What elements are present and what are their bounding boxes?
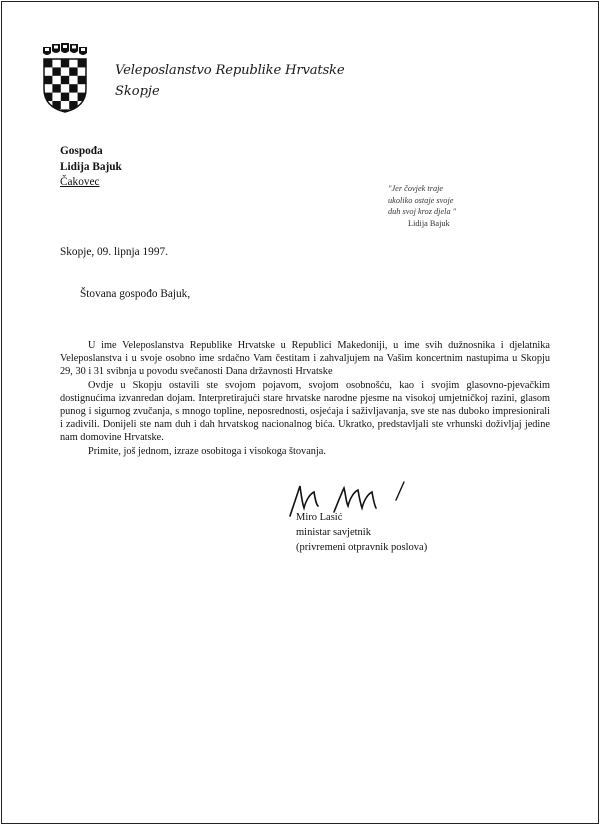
body-paragraph: Primite, još jednom, izraze osobitoga i visokoga štovanja. (88, 446, 326, 457)
body-paragraph: U ime Veleposlanstva Republike Hrvatske u Republici Makedoniji, u ime svih dužnosnika i djelatnika Veleposlanstva i u svoje osobno ime srdačno Vam čestitam i zahvaljujem na Vašim koncertnim nastupima u Skopju 29, 30 i 31 svibnja u povodu svečanosti Dana državnosti Hrvatske (60, 340, 550, 377)
motto-line: "Jer čovjek traje (388, 184, 444, 193)
signatory-role: (privremeni otpravnik poslova) (296, 542, 428, 553)
salutation: Štovana gospođo Bajuk, (80, 288, 191, 300)
recipient-city: Čakovec (60, 176, 100, 188)
croatian-coat-of-arms-icon (41, 43, 89, 113)
motto-author: Lidija Bajuk (408, 218, 450, 228)
embassy-city: Skopje (115, 84, 160, 99)
embassy-name: Veleposlanstvo Republike Hrvatske (115, 63, 345, 78)
letter-body (60, 339, 550, 458)
motto-line: duh svoj kroz djela " (388, 207, 457, 216)
motto-line: ukoliko ostaje svoje (388, 195, 454, 205)
letter-date: Skopje, 09. lipnja 1997. (60, 246, 168, 258)
signatory-title: ministar savjetnik (296, 527, 371, 538)
recipient-name: Lidija Bajuk (60, 160, 122, 173)
signatory-block (296, 510, 427, 555)
body-paragraph: Ovdje u Skopju ostavili ste svojom pojavom, svojom osobnošću, kao i svojim glasovno-pjevačkim dostignućima izvanredan dojam. Interpretirajući stare hrvatske narodne pjesme na visokoj umjetničkoj razini, glasom punog i sigurnog zvučanja, s mnogo topline, neposrednosti, osjećaja i saživljavanja, sve ste nas duboko impresionirali i zadivili. Donijeli ste nam duh i dah hrvatskog nacionalnog bića. Ukratko, predstavljali ste vrhunski doživljaj jedine nam domovine Hrvatske. (60, 380, 550, 443)
recipient-title: Gospođa (60, 145, 103, 157)
recipient-address (60, 144, 122, 191)
signatory-name: Miro Lasić (296, 512, 343, 523)
motto-quote (388, 183, 456, 229)
